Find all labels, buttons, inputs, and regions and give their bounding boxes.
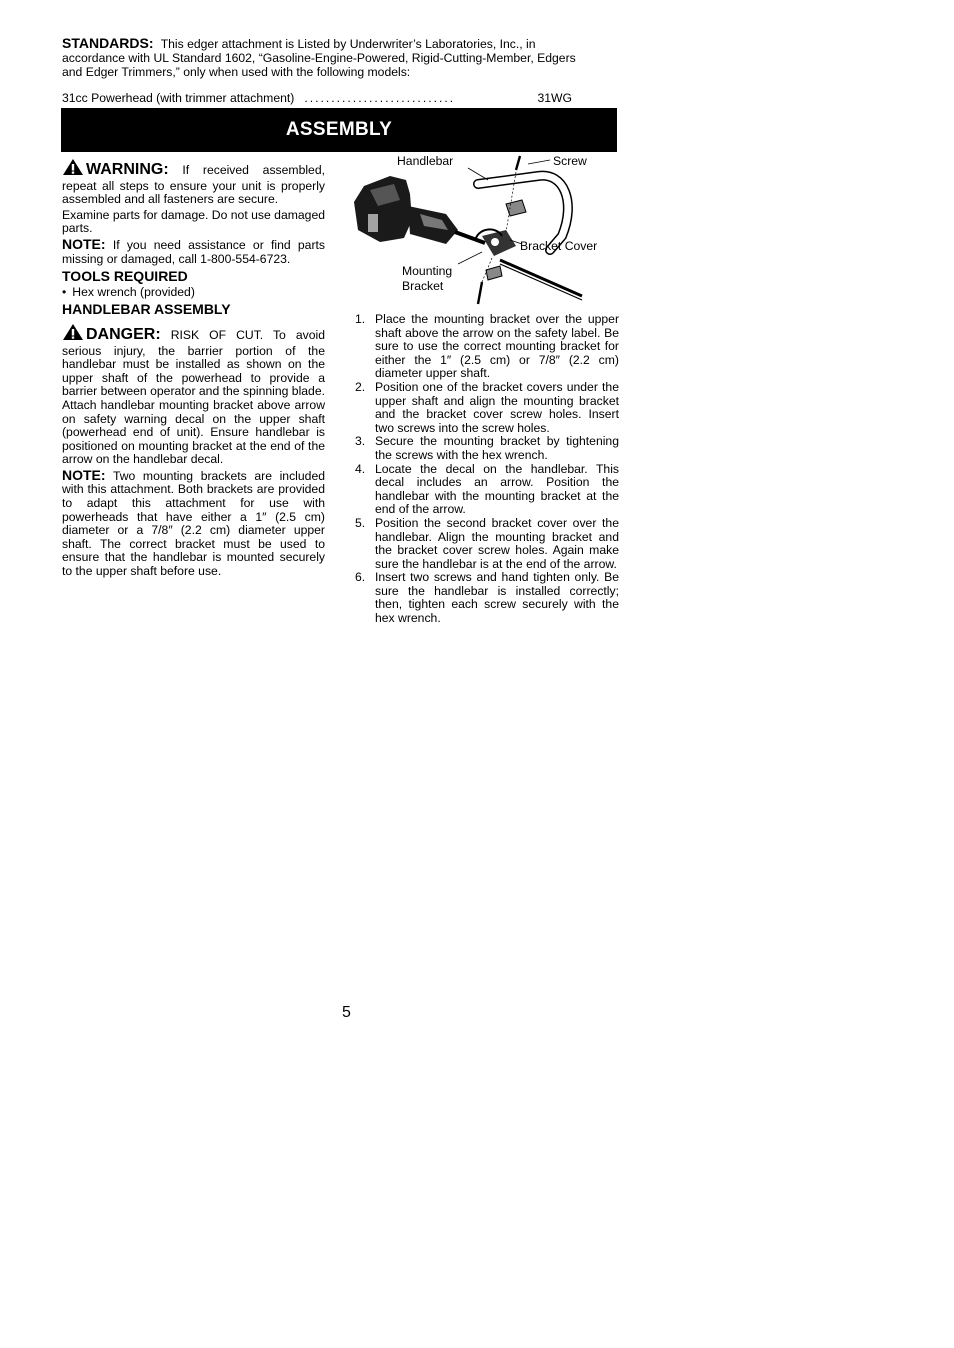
powerhead-drawing (354, 176, 458, 244)
label-screw: Screw (553, 154, 587, 168)
step-number: 4. (355, 461, 366, 476)
standards-text: This edger attachment is Listed by Underwriter’s Laboratories, Inc., in accordance with UL Standard 1602, “Gasoline-Engine-Powered, Rigid-Cutting-Member, Edgers and Edger Trimmers,” only when used with the following models: (62, 37, 576, 79)
label-bracket-cover: Bracket Cover (520, 239, 598, 253)
step-text: Secure the mounting bracket by tightening the screws with the hex wrench. (375, 434, 619, 462)
step-item (355, 517, 619, 571)
model-row (62, 91, 572, 105)
step-number: 6. (355, 570, 366, 585)
step-item (355, 571, 619, 625)
step-text: Locate the decal on the handlebar. This decal includes an arrow. Position the handlebar with the mounting bracket at the end of the arrow. (375, 461, 619, 517)
warning-lead: WARNING: (86, 161, 169, 178)
note-lead: NOTE: (62, 235, 106, 252)
tool-item-text: Hex wrench (provided) (72, 284, 195, 299)
step-item (355, 463, 619, 517)
dot-leader: ............................ (304, 91, 456, 105)
note-contact-paragraph (62, 235, 325, 266)
danger-paragraph (62, 323, 325, 467)
label-bracket: Bracket (402, 279, 444, 293)
left-column (62, 158, 325, 579)
bracket-cover-drawing (506, 200, 526, 216)
bullet: • (62, 284, 67, 299)
section-banner (61, 108, 617, 152)
step-text: Place the mounting bracket over the upper shaft above the arrow on the safety label. Be sure to use the correct mounting bracket for either the 1″ (2.5 cm) or 7/8″ (2.2 cm) diameter upper shaft. (375, 312, 619, 381)
handlebar-assembly-figure (350, 150, 620, 310)
tool-list-item (62, 286, 325, 300)
step-number: 1. (355, 312, 366, 326)
examine-text: Examine parts for damage. Do not use damaged parts. (62, 207, 325, 236)
step-text: Position one of the bracket covers under the upper shaft and align the mounting bracket and the bracket cover screw holes. Insert two screws into the screw holes. (375, 379, 619, 435)
note-lead: NOTE: (62, 466, 106, 483)
section-title: ASSEMBLY (285, 119, 393, 140)
step-text: Position the second bracket cover over the handlebar. Align the mounting bracket and the bracket cover screw holes. Again make sure the handlebar is at the end of the arrow. (375, 515, 619, 571)
label-handlebar: Handlebar (397, 154, 454, 168)
standards-lead: STANDARDS: (62, 35, 154, 51)
warning-icon (62, 158, 84, 180)
warning-paragraph (62, 158, 325, 207)
handlebar-assembly-heading: HANDLEBAR ASSEMBLY (62, 301, 231, 318)
danger-text: RISK OF CUT. To avoid serious injury, the barrier portion of the handlebar must be installed as shown on the upper shaft of the powerhead to provide a barrier between operator and the spinning blade. Attach handlebar mounting bracket above arrow on safety warning decal on the upper shaft (powerhead end of unit). Ensure handlebar is positioned on mounting bracket at the end of the arrow on the handlebar decal. (62, 327, 325, 467)
tools-heading: TOOLS REQUIRED (62, 268, 188, 285)
page-number: 5 (342, 1004, 351, 1021)
model-name: 31cc Powerhead (with trimmer attachment) (62, 91, 295, 105)
label-mounting: Mounting (402, 264, 453, 278)
step-number: 5. (355, 515, 366, 530)
upper-shaft (455, 232, 485, 243)
lower-shaft (500, 260, 582, 300)
step-item (355, 381, 619, 435)
assembly-steps (355, 313, 619, 626)
note-text: If you need assistance or find parts missing or damaged, call 1-800-554-6723. (62, 237, 325, 266)
standards-paragraph (62, 36, 592, 79)
step-number: 3. (355, 434, 366, 449)
step-text: Insert two screws and hand tighten only. Be sure the handlebar is installed correctly; then, tighten each screw securely with the hex wrench. (375, 570, 619, 626)
note-text: Two mounting brackets are included with this attachment. Both brackets are provided to adapt this attachment for use with powerheads that have either a 1″ (2.5 cm) diameter or a 7/8″ (2.2 cm) diameter upper shaft. The correct bracket must be used to ensure that the handlebar is mounted securely to the upper shaft before use. (62, 468, 326, 579)
assembly-illustration (350, 150, 620, 310)
note-brackets-paragraph (62, 466, 326, 579)
danger-lead: DANGER: (86, 325, 161, 343)
right-column (355, 313, 619, 626)
danger-icon (62, 323, 84, 345)
lower-bracket-cover-drawing (486, 266, 502, 280)
step-number: 2. (355, 379, 366, 394)
step-item (355, 435, 619, 462)
step-item (355, 313, 619, 381)
model-number: 31WG (537, 91, 572, 105)
warning-text: If received assembled, repeat all steps to ensure your unit is properly assembled and all fasteners are secure. (62, 163, 326, 207)
